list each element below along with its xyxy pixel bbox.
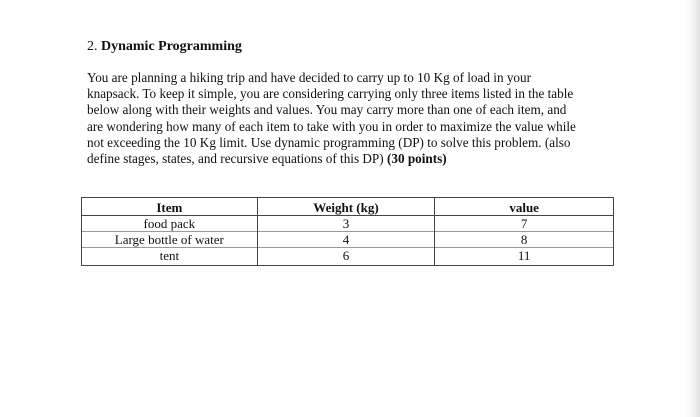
cell-item: tent: [82, 248, 258, 266]
body-line: knapsack. To keep it simple, you are considering carrying only three items listed in the table: [87, 86, 574, 102]
points-label: (30 points): [386, 151, 447, 167]
question-body: [87, 70, 627, 167]
cell-value: 8: [435, 232, 614, 248]
body-line-last: [87, 151, 627, 167]
header-item: Item: [82, 198, 258, 216]
cell-item: food pack: [82, 216, 258, 232]
header-value: value: [435, 198, 614, 216]
table-row: [82, 216, 614, 232]
question-heading: [87, 39, 242, 55]
body-line-last-text: define stages, states, and recursive equations of this DP): [87, 151, 387, 167]
cell-weight: 3: [257, 216, 435, 232]
items-table: [81, 197, 614, 266]
cell-weight: 6: [257, 248, 435, 266]
cell-item: Large bottle of water: [82, 232, 258, 248]
table-row: [82, 248, 614, 266]
question-title: Dynamic Programming: [101, 39, 242, 54]
body-line: below along with their weights and values. You may carry more than one of each item, and: [87, 102, 567, 118]
page-edge-shadow: [686, 0, 700, 417]
table-row: [82, 232, 614, 248]
cell-value: 7: [435, 216, 614, 232]
cell-value: 11: [435, 248, 614, 266]
body-line: You are planning a hiking trip and have decided to carry up to 10 Kg of load in your: [87, 70, 532, 85]
table-header-row: [82, 198, 614, 216]
body-line: not exceeding the 10 Kg limit. Use dynamic programming (DP) to solve this problem. (also: [87, 134, 571, 150]
body-line: are wondering how many of each item to take with you in order to maximize the value while: [87, 118, 576, 134]
question-number: 2.: [87, 39, 98, 54]
header-weight: Weight (kg): [257, 198, 435, 216]
cell-weight: 4: [257, 232, 435, 248]
